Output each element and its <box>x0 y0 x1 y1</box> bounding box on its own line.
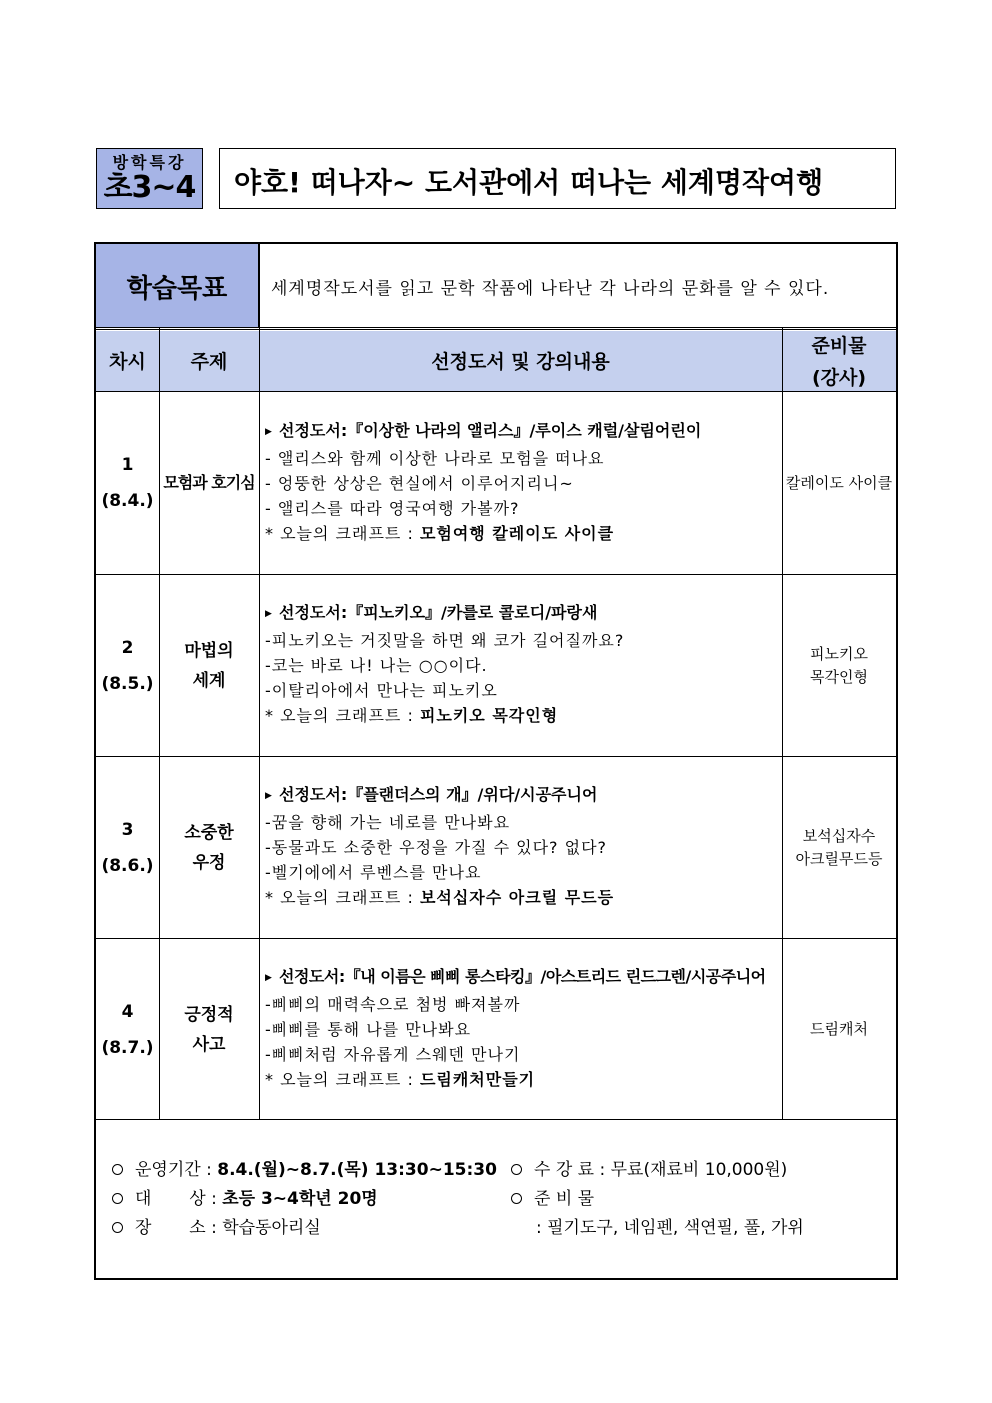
session-date: (8.4.) <box>101 491 154 511</box>
triangle-bullet-icon: ▶ <box>265 791 272 801</box>
header-materials-line1: 준비물 <box>811 334 867 357</box>
session-date: (8.6.) <box>101 855 154 876</box>
badge-category: 방학특강 <box>112 153 187 172</box>
topic-line: 긍정적 <box>184 1004 234 1025</box>
info-value: 8.4.(월)~8.7.(목) 13:30~15:30 <box>217 1160 497 1180</box>
info-fee <box>511 1156 787 1184</box>
goal-label: 학습목표 <box>96 244 259 328</box>
badge-grade: 초3~4 <box>103 170 196 205</box>
book-title: 선정도서:『플랜더스의 개』/위다/시공주니어 <box>279 785 598 804</box>
content-line: - 앨리스를 따라 영국여행 가볼까? <box>265 499 520 518</box>
session-content <box>259 418 782 546</box>
circle-bullet-icon <box>112 1164 123 1175</box>
session-topic <box>159 939 259 1120</box>
topic-line: 우정 <box>192 852 226 873</box>
craft-prefix: * 오늘의 크래프트 : <box>265 706 420 725</box>
session-materials <box>782 939 896 1120</box>
page-title: 야호! 떠나자~ 도서관에서 떠나는 세계명작여행 <box>234 166 824 199</box>
session-date: (8.7.) <box>101 1037 154 1058</box>
materials-line: 피노키오 <box>810 644 868 663</box>
session-index: 4 <box>121 1001 134 1022</box>
session-index: 3 <box>121 819 134 840</box>
session-number <box>96 392 159 574</box>
info-value: 학습동아리실 <box>222 1218 321 1238</box>
content-line: -이탈리아에서 만나는 피노키오 <box>265 681 498 700</box>
info-label: 수 강 료 : <box>534 1160 611 1180</box>
content-line: -벨기에에서 루벤스를 만나요 <box>265 863 482 882</box>
craft-prefix: * 오늘의 크래프트 : <box>265 524 420 543</box>
info-target <box>112 1185 378 1213</box>
circle-bullet-icon <box>511 1164 522 1175</box>
topic-line: 모험과 호기심 <box>163 473 255 492</box>
goal-text-value: 세계명작도서를 읽고 문학 작품에 나타난 각 나라의 문화를 알 수 있다. <box>271 278 830 299</box>
table-header <box>96 331 896 392</box>
book-line <box>265 600 782 627</box>
craft-name: 드림캐처만들기 <box>419 1070 536 1089</box>
session-number <box>96 939 159 1120</box>
session-materials <box>782 575 896 756</box>
materials-line: 칼레이도 사이클 <box>785 473 893 492</box>
craft-name: 보석십자수 아크릴 무드등 <box>419 888 615 907</box>
content-line: -삐삐의 매력속으로 첨벙 빠져볼까 <box>265 995 521 1014</box>
session-index: 1 <box>121 455 134 475</box>
content-line: - 앨리스와 함께 이상한 나라로 모험을 떠나요 <box>265 449 605 468</box>
divider <box>96 1119 896 1120</box>
info-label: 준 비 물 <box>534 1189 595 1209</box>
craft-line <box>265 1067 782 1092</box>
materials-line: 드림캐처 <box>810 1020 868 1038</box>
info-label: 장 소 : <box>135 1218 223 1238</box>
craft-prefix: * 오늘의 크래프트 : <box>265 1070 420 1089</box>
header-session: 차시 <box>109 350 146 373</box>
materials-line: 목각인형 <box>810 667 868 686</box>
circle-bullet-icon <box>511 1193 522 1204</box>
divider <box>96 327 896 330</box>
book-line <box>265 418 782 445</box>
craft-line <box>265 885 782 910</box>
content-line: - 엉뚱한 상상은 현실에서 이루어지리니~ <box>265 474 574 493</box>
craft-name: 모험여행 칼레이도 사이클 <box>419 524 615 543</box>
session-content <box>259 964 782 1092</box>
topic-line: 소중한 <box>184 822 234 843</box>
session-index: 2 <box>121 637 134 658</box>
session-content <box>259 600 782 728</box>
book-title: 선정도서:『이상한 나라의 앨리스』/루이스 캐럴/살림어린이 <box>279 421 702 440</box>
content-line: -삐삐를 통해 나를 만나봐요 <box>265 1020 472 1039</box>
info-supplies <box>511 1185 594 1213</box>
header-materials-line2: (강사) <box>811 366 867 389</box>
materials-line: 아크릴무드등 <box>795 849 883 868</box>
triangle-bullet-icon: ▶ <box>265 973 272 983</box>
topic-line: 세계 <box>192 670 226 691</box>
craft-line <box>265 521 782 546</box>
goal-text <box>259 244 896 328</box>
header-materials <box>782 331 896 392</box>
session-number <box>96 757 159 938</box>
header-topic: 주제 <box>190 350 228 373</box>
book-title: 선정도서:『피노키오』/카를로 콜로디/파랑새 <box>279 603 598 622</box>
info-period <box>112 1156 497 1184</box>
triangle-bullet-icon: ▶ <box>265 609 272 619</box>
circle-bullet-icon <box>112 1193 123 1204</box>
craft-prefix: * 오늘의 크래프트 : <box>265 888 420 907</box>
program-table <box>94 242 898 1280</box>
title-box <box>219 148 896 209</box>
session-content <box>259 782 782 910</box>
triangle-bullet-icon: ▶ <box>265 427 272 437</box>
topic-line: 사고 <box>192 1034 226 1055</box>
info-label: 운영기간 : <box>135 1160 218 1180</box>
info-supplies-list <box>536 1214 804 1242</box>
session-materials <box>782 757 896 938</box>
content-line: -삐삐처럼 자유롭게 스웨덴 만나기 <box>265 1045 521 1064</box>
course-badge <box>96 148 203 209</box>
session-topic <box>159 575 259 756</box>
content-line: -코는 바로 나! 나는 ○○이다. <box>265 656 488 675</box>
info-value: 무료(재료비 10,000원) <box>610 1160 788 1180</box>
circle-bullet-icon <box>112 1222 123 1233</box>
craft-name: 피노키오 목각인형 <box>419 706 559 725</box>
craft-line <box>265 703 782 728</box>
content-line: -꿈을 향해 가는 네로를 만나봐요 <box>265 813 511 832</box>
materials-line: 보석십자수 <box>802 826 876 845</box>
topic-line: 마법의 <box>184 640 234 661</box>
book-line <box>265 964 782 991</box>
info-value: 초등 3~4학년 20명 <box>222 1189 378 1209</box>
session-topic <box>159 392 259 574</box>
header-content: 선정도서 및 강의내용 <box>431 350 610 373</box>
book-line <box>265 782 782 809</box>
session-number <box>96 575 159 756</box>
session-topic <box>159 757 259 938</box>
session-date: (8.5.) <box>101 673 154 694</box>
info-place <box>112 1214 321 1242</box>
book-title: 선정도서:『내 이름은 삐삐 롱스타킹』/아스트리드 린드그렌/시공주니어 <box>279 967 766 986</box>
info-value: : 필기도구, 네임펜, 색연필, 풀, 가위 <box>536 1218 804 1238</box>
info-label: 대 상 : <box>135 1189 223 1209</box>
session-materials <box>782 392 896 574</box>
content-line: -피노키오는 거짓말을 하면 왜 코가 길어질까요? <box>265 631 625 650</box>
content-line: -동물과도 소중한 우정을 가질 수 있다? 없다? <box>265 838 608 857</box>
